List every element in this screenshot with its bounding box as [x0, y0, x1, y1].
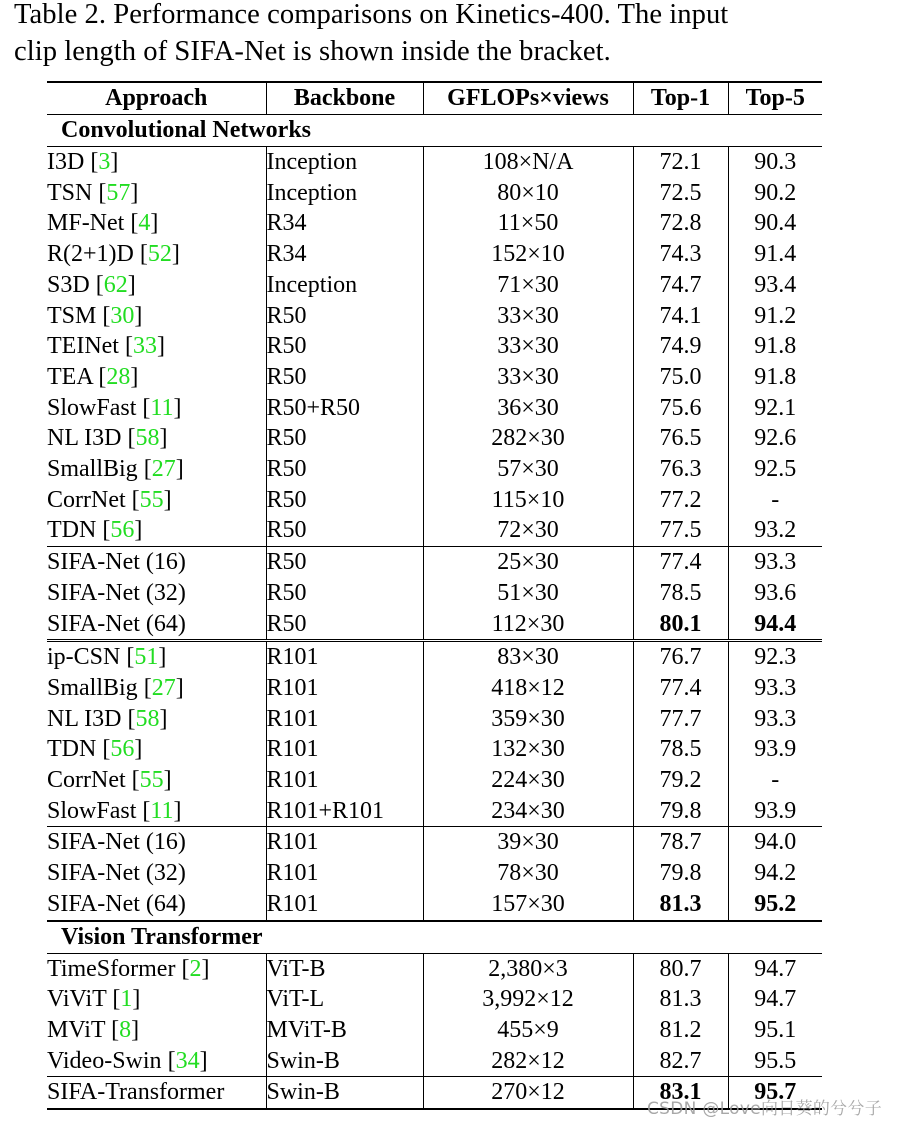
cell-gflops: 39×30: [423, 827, 633, 858]
table-row: [47, 1046, 822, 1077]
cell-backbone: R50: [266, 454, 423, 485]
cell-top1: 76.7: [633, 641, 728, 673]
cell-top5: 95.7: [728, 1077, 822, 1109]
cell-approach: SmallBig [27]: [47, 456, 184, 483]
method-name: ViViT: [47, 986, 107, 1013]
cell-approach: [47, 827, 266, 858]
cell-backbone: R50: [266, 301, 423, 332]
cell-top1: 79.8: [633, 858, 728, 889]
caption-line-2: clip length of SIFA-Net is shown inside the bracket.: [14, 36, 611, 67]
cell-top5: 94.2: [728, 858, 822, 889]
cell-top1: 82.7: [633, 1046, 728, 1077]
method-name: ip-CSN: [47, 644, 121, 671]
cell-approach: S3D [62]: [47, 271, 136, 298]
cell-top1: 72.5: [633, 178, 728, 209]
cell-top5: 93.9: [728, 796, 822, 827]
method-name: R(2+1)D: [47, 241, 134, 268]
cell-backbone: Inception: [266, 270, 423, 301]
citation-link[interactable]: 11: [150, 394, 174, 421]
cell-top1: 77.4: [633, 547, 728, 578]
cell-gflops: 418×12: [423, 673, 633, 704]
cell-top5: 93.4: [728, 270, 822, 301]
section-title: Convolutional Networks: [47, 115, 822, 147]
method-name: CorrNet: [47, 486, 126, 513]
cell-gflops: 455×9: [423, 1015, 633, 1046]
method-name: TEINet: [47, 333, 119, 360]
table-row: [47, 704, 822, 735]
cell-top1: 77.2: [633, 485, 728, 516]
cell-approach: TSM [30]: [47, 302, 143, 329]
section-title: Vision Transformer: [47, 921, 822, 954]
cell-gflops: 2,380×3: [423, 953, 633, 984]
cell-backbone: R50: [266, 485, 423, 516]
cell-top5: -: [728, 485, 822, 516]
cell-top5: 93.3: [728, 673, 822, 704]
cell-backbone: R50: [266, 609, 423, 641]
table-row: [47, 423, 822, 454]
cell-approach: TSN [57]: [47, 179, 139, 206]
citation-link[interactable]: 55: [139, 486, 164, 513]
citation-link[interactable]: 34: [175, 1047, 200, 1074]
table-row: [47, 362, 822, 393]
cell-gflops: 115×10: [423, 485, 633, 516]
method-name: TSM: [47, 302, 97, 329]
cell-backbone: R50: [266, 423, 423, 454]
method-name: TDN: [47, 736, 97, 763]
cell-backbone: R101: [266, 827, 423, 858]
cell-top5: 93.9: [728, 734, 822, 765]
cell-top1: 79.2: [633, 765, 728, 796]
cell-gflops: 282×12: [423, 1046, 633, 1077]
cell-top1: 78.5: [633, 578, 728, 609]
cell-top1: 77.4: [633, 673, 728, 704]
table-row: [47, 331, 822, 362]
cell-gflops: 234×30: [423, 796, 633, 827]
cell-backbone: R50: [266, 515, 423, 546]
cell-approach: NL I3D [58]: [47, 425, 168, 452]
cell-top1: 74.1: [633, 301, 728, 332]
results-table: [47, 81, 822, 1110]
cell-backbone: R50+R50: [266, 393, 423, 424]
cell-gflops: 33×30: [423, 301, 633, 332]
table-row: [47, 393, 822, 424]
citation-link[interactable]: 58: [135, 425, 160, 452]
method-name: SlowFast: [47, 797, 137, 824]
citation-link[interactable]: 30: [110, 302, 135, 329]
cell-gflops: 83×30: [423, 641, 633, 673]
cell-top5: 91.4: [728, 239, 822, 270]
cell-gflops: 57×30: [423, 454, 633, 485]
table-row: [47, 547, 822, 578]
cell-gflops: 270×12: [423, 1077, 633, 1109]
cell-backbone: Swin-B: [266, 1077, 423, 1109]
cell-backbone: R50: [266, 578, 423, 609]
method-name: SIFA-Net (32): [47, 860, 186, 887]
cell-gflops: 3,992×12: [423, 984, 633, 1015]
cell-gflops: 25×30: [423, 547, 633, 578]
cell-approach: TimeSformer [2]: [47, 955, 210, 982]
cell-approach: MF-Net [4]: [47, 210, 159, 237]
citation-link[interactable]: 28: [106, 363, 131, 390]
section-row: [47, 115, 822, 147]
cell-approach: TEINet [33]: [47, 333, 165, 360]
header-row: [47, 82, 822, 115]
cell-top5: 91.8: [728, 331, 822, 362]
cell-backbone: Inception: [266, 178, 423, 209]
citation-link[interactable]: 56: [110, 736, 135, 763]
watermark: CSDN @Love向日葵的兮兮子: [647, 1099, 883, 1119]
cell-gflops: 72×30: [423, 515, 633, 546]
method-name: SmallBig: [47, 674, 138, 701]
cell-top5: 90.2: [728, 178, 822, 209]
cell-top5: 94.4: [728, 609, 822, 641]
method-name: CorrNet: [47, 767, 126, 794]
method-name: S3D: [47, 271, 90, 298]
cell-backbone: R101: [266, 734, 423, 765]
method-name: MViT: [47, 1016, 106, 1043]
table-row: [47, 765, 822, 796]
method-name: I3D: [47, 149, 85, 175]
cell-backbone: R50: [266, 547, 423, 578]
cell-gflops: 282×30: [423, 423, 633, 454]
cell-backbone: R34: [266, 239, 423, 270]
table-row: [47, 953, 822, 984]
cell-top1: 75.0: [633, 362, 728, 393]
table-row: [47, 827, 822, 858]
cell-top5: 95.5: [728, 1046, 822, 1077]
header-gflops: GFLOPs×views: [423, 82, 633, 115]
cell-backbone: R34: [266, 208, 423, 239]
citation-link[interactable]: 62: [103, 271, 128, 298]
method-name: SlowFast: [47, 394, 137, 421]
cell-gflops: 71×30: [423, 270, 633, 301]
cell-approach: ip-CSN [51]: [47, 641, 266, 673]
cell-backbone: R50: [266, 331, 423, 362]
method-name: SIFA-Net (16): [47, 829, 186, 856]
method-name: SIFA-Net (64): [47, 890, 186, 917]
table-caption: [14, 0, 884, 70]
cell-top1: 83.1: [633, 1077, 728, 1109]
cell-backbone: R101+R101: [266, 796, 423, 827]
cell-approach: [47, 609, 266, 641]
cell-top5: 90.4: [728, 208, 822, 239]
cell-top5: 92.5: [728, 454, 822, 485]
method-name: SIFA-Net (16): [47, 549, 186, 576]
cell-approach: MViT [8]: [47, 1016, 140, 1043]
table-row: [47, 485, 822, 516]
cell-gflops: 224×30: [423, 765, 633, 796]
cell-top1: 77.5: [633, 515, 728, 546]
citation-link[interactable]: 58: [135, 705, 160, 732]
cell-top1: 74.9: [633, 331, 728, 362]
table-row: [47, 734, 822, 765]
cell-approach: SlowFast [11]: [47, 394, 182, 421]
cell-top1: 74.3: [633, 239, 728, 270]
cell-approach: [47, 889, 266, 921]
cell-approach: Video-Swin [34]: [47, 1047, 208, 1074]
cell-top1: 78.5: [633, 734, 728, 765]
cell-approach: NL I3D [58]: [47, 705, 168, 732]
cell-top1: 76.5: [633, 423, 728, 454]
citation-link[interactable]: 27: [151, 456, 176, 483]
cell-top5: -: [728, 765, 822, 796]
table-row: [47, 301, 822, 332]
table-row: [47, 578, 822, 609]
table-row: [47, 796, 822, 827]
method-name: SIFA-Transformer: [47, 1079, 225, 1106]
table-row: [47, 208, 822, 239]
table-row: [47, 1015, 822, 1046]
cell-top1: 79.8: [633, 796, 728, 827]
cell-approach: TEA [28]: [47, 363, 139, 390]
cell-gflops: 11×50: [423, 208, 633, 239]
cell-gflops: 51×30: [423, 578, 633, 609]
method-name: TDN: [47, 517, 97, 544]
cell-backbone: R101: [266, 858, 423, 889]
cell-approach: SlowFast [11]: [47, 797, 182, 824]
method-name: TEA: [47, 363, 93, 390]
citation-link[interactable]: 52: [147, 241, 172, 268]
table-row: [47, 454, 822, 485]
caption-line-1: Table 2. Performance comparisons on Kinetics-400. The input: [14, 0, 729, 30]
cell-top5: 95.2: [728, 889, 822, 921]
table-row: [47, 984, 822, 1015]
cell-approach: [47, 858, 266, 889]
cell-approach: [47, 1077, 266, 1109]
citation-link[interactable]: 11: [150, 797, 174, 824]
cell-top1: 77.7: [633, 704, 728, 735]
table-row: [47, 673, 822, 704]
cell-gflops: 108×N/A: [423, 147, 633, 178]
cell-approach: CorrNet [55]: [47, 767, 172, 794]
cell-gflops: 157×30: [423, 889, 633, 921]
citation-link[interactable]: 1: [120, 986, 133, 1013]
method-name: TSN: [47, 179, 93, 206]
table-row: [47, 515, 822, 546]
cell-gflops: 36×30: [423, 393, 633, 424]
cell-approach: [47, 547, 266, 578]
cell-backbone: R101: [266, 765, 423, 796]
method-name: SIFA-Net (32): [47, 579, 186, 606]
cell-top5: 94.0: [728, 827, 822, 858]
cell-gflops: 112×30: [423, 609, 633, 641]
table-body: [47, 115, 822, 1110]
method-name: NL I3D: [47, 425, 122, 452]
cell-top1: 75.6: [633, 393, 728, 424]
cell-top1: 74.7: [633, 270, 728, 301]
table-row: [47, 239, 822, 270]
cell-approach: TDN [56]: [47, 736, 143, 763]
cell-backbone: R101: [266, 704, 423, 735]
cell-top5: 92.1: [728, 393, 822, 424]
cell-backbone: ViT-L: [266, 984, 423, 1015]
table-row: [47, 178, 822, 209]
citation-link[interactable]: 4: [138, 210, 151, 237]
cell-approach: R(2+1)D [52]: [47, 241, 180, 268]
cell-top5: 94.7: [728, 953, 822, 984]
cell-top1: 81.3: [633, 984, 728, 1015]
cell-top5: 90.3: [728, 147, 822, 178]
table-row: [47, 147, 822, 178]
cell-approach: ViViT [1]: [47, 986, 141, 1013]
citation-link[interactable]: 33: [132, 333, 157, 360]
cell-top5: 91.8: [728, 362, 822, 393]
citation-link[interactable]: 51: [134, 644, 159, 671]
cell-top5: 94.7: [728, 984, 822, 1015]
header-top5: Top-5: [728, 82, 822, 115]
cell-approach: SmallBig [27]: [47, 674, 184, 701]
method-name: TimeSformer: [47, 955, 176, 982]
cell-top1: 81.2: [633, 1015, 728, 1046]
citation-link[interactable]: 57: [106, 179, 131, 206]
cell-top1: 72.8: [633, 208, 728, 239]
cell-top1: 76.3: [633, 454, 728, 485]
header-approach: Approach: [47, 82, 266, 115]
cell-top1: 81.3: [633, 889, 728, 921]
table-row: [47, 858, 822, 889]
method-name: MF-Net: [47, 210, 125, 237]
method-name: SmallBig: [47, 456, 138, 483]
method-name: NL I3D: [47, 705, 122, 732]
cell-approach: CorrNet [55]: [47, 486, 172, 513]
cell-gflops: 359×30: [423, 704, 633, 735]
cell-backbone: ViT-B: [266, 953, 423, 984]
table-row: [47, 270, 822, 301]
cell-top5: 92.6: [728, 423, 822, 454]
table-row: [47, 609, 822, 641]
table-row: [47, 889, 822, 921]
header-backbone: Backbone: [266, 82, 423, 115]
cell-gflops: 152×10: [423, 239, 633, 270]
citation-link[interactable]: 55: [139, 767, 164, 794]
cell-gflops: 33×30: [423, 362, 633, 393]
citation-link[interactable]: 27: [151, 674, 176, 701]
cell-top5: 92.3: [728, 641, 822, 673]
cell-gflops: 80×10: [423, 178, 633, 209]
section-row: [47, 921, 822, 954]
citation-link[interactable]: 2: [189, 955, 202, 982]
cell-top5: 93.3: [728, 547, 822, 578]
cell-approach: [47, 578, 266, 609]
cell-approach: TDN [56]: [47, 517, 143, 544]
cell-top5: 93.6: [728, 578, 822, 609]
cell-backbone: Swin-B: [266, 1046, 423, 1077]
cell-backbone: Inception: [266, 147, 423, 178]
cell-top1: 80.7: [633, 953, 728, 984]
cell-top5: 93.3: [728, 704, 822, 735]
cell-approach: I3D [3]: [47, 149, 119, 175]
cell-top1: 78.7: [633, 827, 728, 858]
method-name: Video-Swin: [47, 1047, 162, 1074]
citation-link[interactable]: 8: [119, 1016, 132, 1043]
cell-top5: 91.2: [728, 301, 822, 332]
citation-link[interactable]: 3: [98, 149, 111, 175]
cell-top5: 93.2: [728, 515, 822, 546]
cell-backbone: R50: [266, 362, 423, 393]
cell-backbone: R101: [266, 641, 423, 673]
cell-top1: 80.1: [633, 609, 728, 641]
cell-backbone: MViT-B: [266, 1015, 423, 1046]
method-name: SIFA-Net (64): [47, 610, 186, 637]
cell-backbone: R101: [266, 889, 423, 921]
cell-top5: 95.1: [728, 1015, 822, 1046]
cell-gflops: 132×30: [423, 734, 633, 765]
header-top1: Top-1: [633, 82, 728, 115]
cell-top1: 72.1: [633, 147, 728, 178]
cell-backbone: R101: [266, 673, 423, 704]
cell-gflops: 33×30: [423, 331, 633, 362]
citation-link[interactable]: 56: [110, 517, 135, 544]
table-row: [47, 641, 822, 673]
cell-gflops: 78×30: [423, 858, 633, 889]
